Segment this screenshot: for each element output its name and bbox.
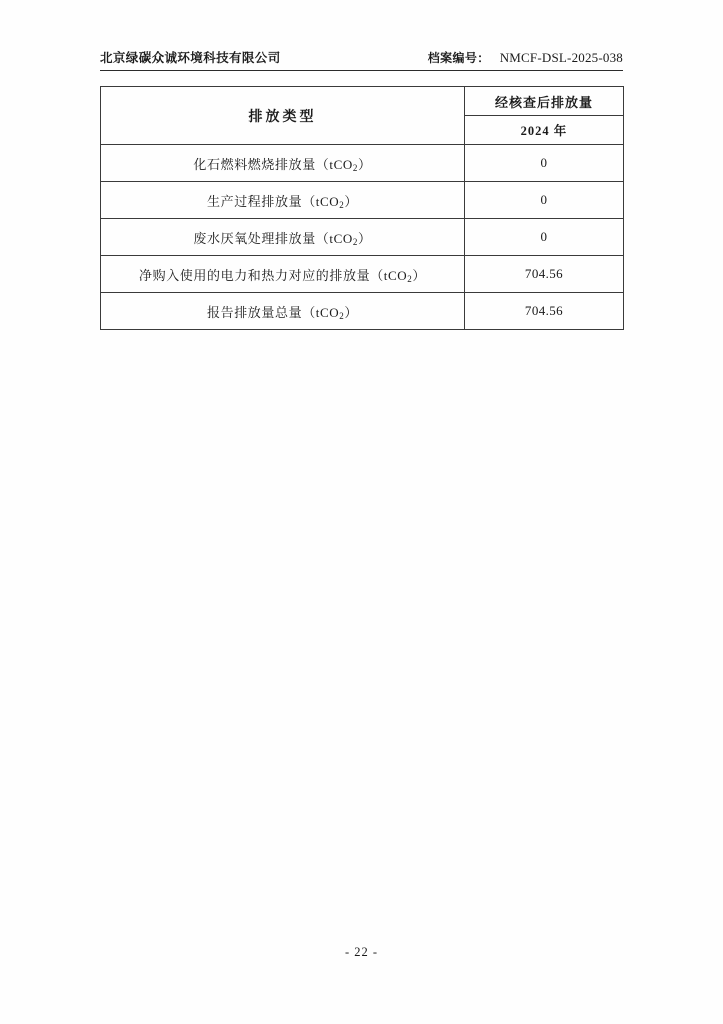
emission-value-cell: 704.56 [465,256,624,293]
archive-number: NMCF-DSL-2025-038 [499,50,623,65]
table-row [101,256,624,293]
table-row [101,182,624,219]
column-header-year: 2024 年 [465,116,624,145]
page-number: - 22 - [344,945,379,959]
emission-type-cell: 净购入使用的电力和热力对应的排放量（tCO$_2$） [101,256,465,293]
subscript: 2 [352,236,358,247]
emission-type-cell: 化石燃料燃烧排放量（tCO$_2$） [101,145,465,182]
page-header [100,48,623,66]
emission-value-cell: 0 [465,219,624,256]
subscript: 2 [407,273,413,284]
emission-type-cell: 废水厌氧处理排放量（tCO$_2$） [101,219,465,256]
column-header-value: 经核查后排放量 [465,87,624,116]
column-header-type: 排放类型 [101,87,465,145]
table-row [101,145,624,182]
table-row [101,293,624,330]
table-row [101,219,624,256]
emission-type-cell: 报告排放量总量（tCO$_2$） [101,293,465,330]
emissions-table-wrap [100,86,623,330]
subscript: 2 [352,162,358,173]
company-name: 北京绿碳众诚环境科技有限公司 [100,51,281,65]
emissions-table [100,86,624,330]
table-header-row [101,87,624,116]
archive-label: 档案编号： [427,51,490,65]
emission-value-cell: 0 [465,145,624,182]
emission-value-cell: 0 [465,182,624,219]
header-divider [100,70,623,71]
subscript: 2 [339,310,345,321]
page-footer [0,945,723,960]
emission-value-cell: 704.56 [465,293,624,330]
emission-type-cell: 生产过程排放量（tCO$_2$） [101,182,465,219]
subscript: 2 [339,199,345,210]
archive-block [428,49,623,66]
